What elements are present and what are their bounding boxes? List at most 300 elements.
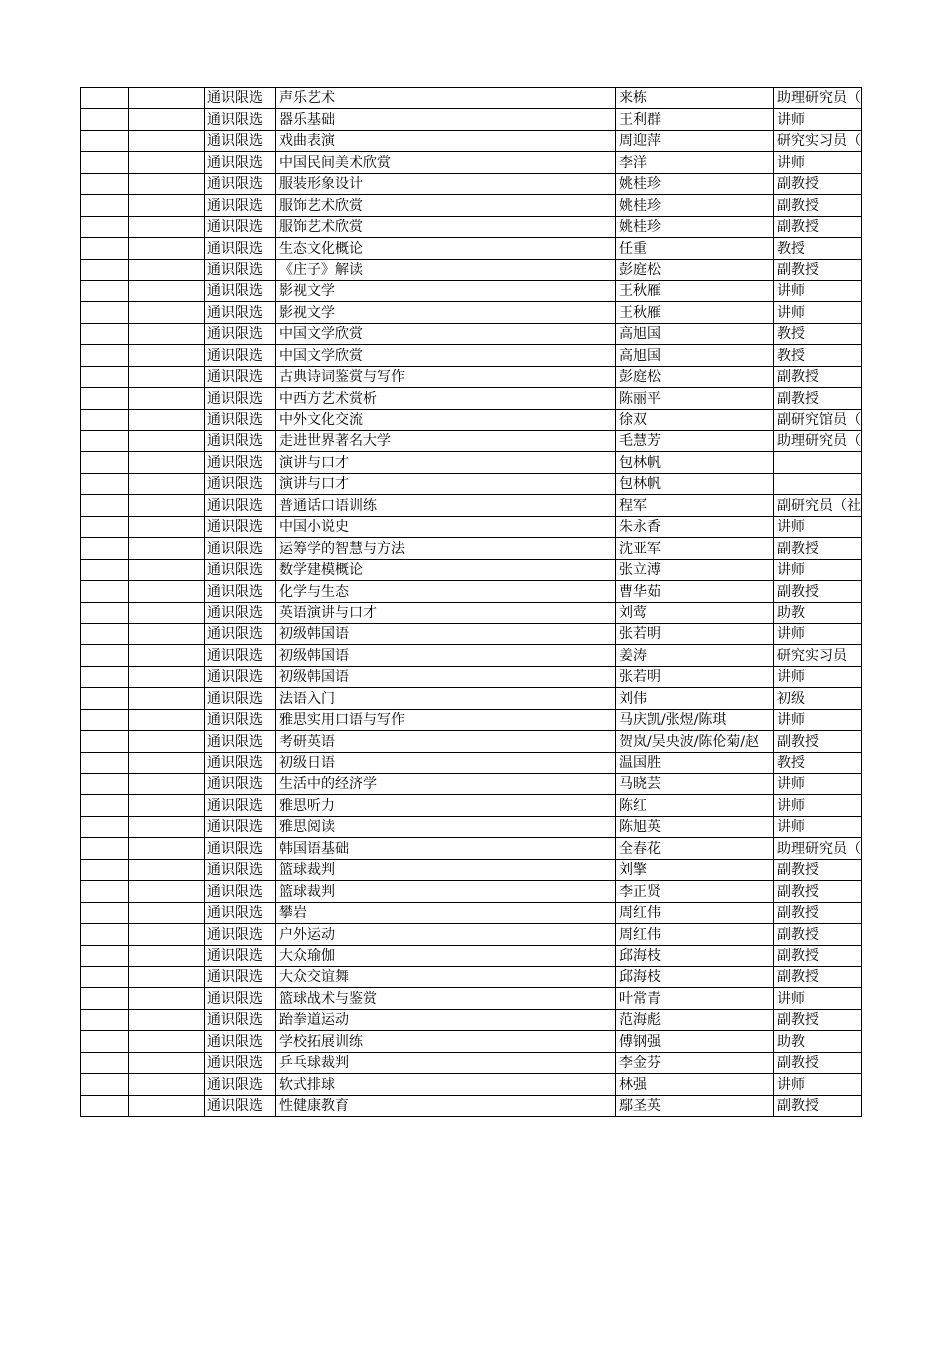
empty-cell-b[interactable] (129, 388, 205, 409)
category-cell-text: 通识限选 (207, 497, 263, 514)
category-cell[interactable] (205, 838, 276, 859)
empty-cell-a[interactable] (81, 1074, 129, 1095)
title-cell[interactable] (774, 945, 862, 966)
empty-cell-b[interactable] (129, 495, 205, 516)
title-cell[interactable] (774, 130, 862, 151)
course-name-cell[interactable] (276, 1031, 616, 1052)
empty-cell-b[interactable] (129, 581, 205, 602)
title-cell[interactable] (774, 1009, 862, 1030)
category-cell[interactable] (205, 366, 276, 387)
empty-cell-a[interactable] (81, 1031, 129, 1052)
empty-cell-b[interactable] (129, 816, 205, 837)
category-cell[interactable] (205, 623, 276, 644)
teacher-cell[interactable] (616, 195, 774, 216)
category-cell[interactable] (205, 645, 276, 666)
category-cell[interactable] (205, 323, 276, 344)
course-name-cell[interactable] (276, 130, 616, 151)
empty-cell-b[interactable] (129, 516, 205, 537)
category-cell[interactable] (205, 1052, 276, 1073)
category-cell[interactable] (205, 602, 276, 623)
empty-cell-a[interactable] (81, 366, 129, 387)
empty-cell-b[interactable] (129, 795, 205, 816)
empty-cell-b[interactable] (129, 538, 205, 559)
category-cell[interactable] (205, 666, 276, 687)
title-cell[interactable] (774, 495, 862, 516)
teacher-cell[interactable] (616, 774, 774, 795)
category-cell[interactable] (205, 152, 276, 173)
empty-cell-a[interactable] (81, 152, 129, 173)
title-cell[interactable] (774, 774, 862, 795)
teacher-cell[interactable] (616, 838, 774, 859)
title-cell-text: 副教授 (777, 369, 819, 386)
teacher-cell[interactable] (616, 666, 774, 687)
empty-cell-a[interactable] (81, 516, 129, 537)
empty-cell-a[interactable] (81, 859, 129, 880)
course-name-cell[interactable] (276, 774, 616, 795)
empty-cell-b[interactable] (129, 345, 205, 366)
teacher-cell[interactable] (616, 602, 774, 623)
course-name-cell[interactable] (276, 238, 616, 259)
empty-cell-a[interactable] (81, 1009, 129, 1030)
teacher-cell[interactable] (616, 709, 774, 730)
title-cell[interactable] (774, 795, 862, 816)
empty-cell-b[interactable] (129, 195, 205, 216)
category-cell[interactable] (205, 259, 276, 280)
category-cell[interactable] (205, 473, 276, 494)
teacher-cell[interactable] (616, 966, 774, 987)
empty-cell-b[interactable] (129, 280, 205, 301)
course-name-cell[interactable] (276, 645, 616, 666)
course-name-cell[interactable] (276, 988, 616, 1009)
course-name-cell[interactable] (276, 1009, 616, 1030)
teacher-cell[interactable] (616, 816, 774, 837)
category-cell[interactable] (205, 581, 276, 602)
title-cell[interactable] (774, 666, 862, 687)
course-name-cell[interactable] (276, 795, 616, 816)
teacher-cell[interactable] (616, 1074, 774, 1095)
teacher-cell[interactable] (616, 452, 774, 473)
title-cell[interactable] (774, 924, 862, 945)
empty-cell-b[interactable] (129, 838, 205, 859)
category-cell[interactable] (205, 988, 276, 1009)
empty-cell-a[interactable] (81, 731, 129, 752)
empty-cell-a[interactable] (81, 130, 129, 151)
teacher-cell[interactable] (616, 581, 774, 602)
teacher-cell[interactable] (616, 431, 774, 452)
empty-cell-a[interactable] (81, 559, 129, 580)
title-cell[interactable] (774, 581, 862, 602)
course-name-cell[interactable] (276, 859, 616, 880)
category-cell[interactable] (205, 431, 276, 452)
empty-cell-a[interactable] (81, 816, 129, 837)
title-cell[interactable] (774, 473, 862, 494)
category-cell[interactable] (205, 1031, 276, 1052)
empty-cell-b[interactable] (129, 966, 205, 987)
title-cell[interactable] (774, 966, 862, 987)
title-cell[interactable] (774, 323, 862, 344)
teacher-cell[interactable] (616, 109, 774, 130)
course-name-cell[interactable] (276, 409, 616, 430)
empty-cell-a[interactable] (81, 345, 129, 366)
teacher-cell[interactable] (616, 731, 774, 752)
empty-cell-a[interactable] (81, 280, 129, 301)
teacher-cell[interactable] (616, 152, 774, 173)
teacher-cell[interactable] (616, 409, 774, 430)
course-name-cell[interactable] (276, 173, 616, 194)
empty-cell-b[interactable] (129, 431, 205, 452)
course-name-cell[interactable] (276, 88, 616, 109)
empty-cell-b[interactable] (129, 88, 205, 109)
course-name-cell[interactable] (276, 323, 616, 344)
title-cell[interactable] (774, 452, 862, 473)
course-name-cell[interactable] (276, 195, 616, 216)
title-cell[interactable] (774, 838, 862, 859)
category-cell[interactable] (205, 924, 276, 945)
teacher-cell[interactable] (616, 752, 774, 773)
teacher-cell[interactable] (616, 1009, 774, 1030)
category-cell[interactable] (205, 945, 276, 966)
title-cell[interactable] (774, 388, 862, 409)
course-name-cell[interactable] (276, 881, 616, 902)
empty-cell-b[interactable] (129, 559, 205, 580)
category-cell[interactable] (205, 538, 276, 559)
empty-cell-b[interactable] (129, 1031, 205, 1052)
title-cell[interactable] (774, 752, 862, 773)
course-name-cell[interactable] (276, 752, 616, 773)
category-cell[interactable] (205, 409, 276, 430)
title-cell[interactable] (774, 345, 862, 366)
course-name-cell[interactable] (276, 945, 616, 966)
empty-cell-a[interactable] (81, 1095, 129, 1116)
title-cell[interactable] (774, 516, 862, 537)
empty-cell-a[interactable] (81, 1052, 129, 1073)
category-cell[interactable] (205, 1009, 276, 1030)
title-cell[interactable] (774, 152, 862, 173)
title-cell[interactable] (774, 902, 862, 923)
category-cell[interactable] (205, 752, 276, 773)
category-cell[interactable] (205, 795, 276, 816)
empty-cell-b[interactable] (129, 666, 205, 687)
title-cell[interactable] (774, 280, 862, 301)
teacher-cell[interactable] (616, 688, 774, 709)
course-name-cell[interactable] (276, 666, 616, 687)
category-cell-text: 通识限选 (207, 197, 263, 214)
teacher-cell[interactable] (616, 88, 774, 109)
category-cell[interactable] (205, 774, 276, 795)
category-cell[interactable] (205, 495, 276, 516)
course-name-cell[interactable] (276, 538, 616, 559)
empty-cell-a[interactable] (81, 688, 129, 709)
category-cell[interactable] (205, 559, 276, 580)
teacher-cell[interactable] (616, 366, 774, 387)
teacher-cell[interactable] (616, 259, 774, 280)
title-cell-text: 讲师 (777, 797, 805, 814)
empty-cell-b[interactable] (129, 774, 205, 795)
title-cell[interactable] (774, 688, 862, 709)
teacher-cell[interactable] (616, 1095, 774, 1116)
title-cell[interactable] (774, 88, 862, 109)
category-cell[interactable] (205, 130, 276, 151)
title-cell[interactable] (774, 602, 862, 623)
category-cell[interactable] (205, 280, 276, 301)
course-name-cell[interactable] (276, 966, 616, 987)
empty-cell-b[interactable] (129, 238, 205, 259)
title-cell[interactable] (774, 195, 862, 216)
empty-cell-a[interactable] (81, 881, 129, 902)
category-cell[interactable] (205, 516, 276, 537)
teacher-cell[interactable] (616, 473, 774, 494)
empty-cell-b[interactable] (129, 902, 205, 923)
title-cell[interactable] (774, 988, 862, 1009)
teacher-cell[interactable] (616, 1031, 774, 1052)
empty-cell-a[interactable] (81, 645, 129, 666)
empty-cell-b[interactable] (129, 1074, 205, 1095)
title-cell[interactable] (774, 366, 862, 387)
empty-cell-a[interactable] (81, 709, 129, 730)
course-name-cell[interactable] (276, 816, 616, 837)
empty-cell-b[interactable] (129, 602, 205, 623)
empty-cell-a[interactable] (81, 581, 129, 602)
empty-cell-a[interactable] (81, 666, 129, 687)
title-cell[interactable] (774, 216, 862, 237)
empty-cell-b[interactable] (129, 859, 205, 880)
empty-cell-a[interactable] (81, 924, 129, 945)
empty-cell-a[interactable] (81, 431, 129, 452)
table-row (81, 1052, 862, 1073)
course-name-cell[interactable] (276, 731, 616, 752)
course-name-cell[interactable] (276, 1074, 616, 1095)
teacher-cell[interactable] (616, 388, 774, 409)
teacher-cell[interactable] (616, 881, 774, 902)
course-name-cell[interactable] (276, 431, 616, 452)
empty-cell-b[interactable] (129, 366, 205, 387)
category-cell[interactable] (205, 109, 276, 130)
course-name-cell[interactable] (276, 452, 616, 473)
title-cell[interactable] (774, 1074, 862, 1095)
empty-cell-b[interactable] (129, 623, 205, 644)
teacher-cell[interactable] (616, 238, 774, 259)
title-cell[interactable] (774, 645, 862, 666)
empty-cell-a[interactable] (81, 495, 129, 516)
category-cell[interactable] (205, 859, 276, 880)
course-name-cell[interactable] (276, 388, 616, 409)
empty-cell-a[interactable] (81, 388, 129, 409)
table-row (81, 238, 862, 259)
category-cell[interactable] (205, 1074, 276, 1095)
teacher-cell[interactable] (616, 924, 774, 945)
course-name-cell[interactable] (276, 902, 616, 923)
course-name-cell[interactable] (276, 345, 616, 366)
teacher-cell[interactable] (616, 859, 774, 880)
title-cell[interactable] (774, 881, 862, 902)
course-name-cell[interactable] (276, 1052, 616, 1073)
empty-cell-a[interactable] (81, 238, 129, 259)
teacher-cell[interactable] (616, 559, 774, 580)
category-cell[interactable] (205, 238, 276, 259)
category-cell[interactable] (205, 731, 276, 752)
title-cell[interactable] (774, 559, 862, 580)
title-cell[interactable] (774, 816, 862, 837)
category-cell[interactable] (205, 216, 276, 237)
empty-cell-b[interactable] (129, 1095, 205, 1116)
empty-cell-b[interactable] (129, 709, 205, 730)
category-cell[interactable] (205, 881, 276, 902)
title-cell[interactable] (774, 1095, 862, 1116)
title-cell[interactable] (774, 302, 862, 323)
title-cell[interactable] (774, 731, 862, 752)
course-name-cell[interactable] (276, 559, 616, 580)
empty-cell-a[interactable] (81, 988, 129, 1009)
empty-cell-a[interactable] (81, 752, 129, 773)
course-name-cell[interactable] (276, 259, 616, 280)
empty-cell-b[interactable] (129, 881, 205, 902)
category-cell[interactable] (205, 345, 276, 366)
course-name-cell[interactable] (276, 581, 616, 602)
title-cell[interactable] (774, 238, 862, 259)
empty-cell-a[interactable] (81, 945, 129, 966)
teacher-cell[interactable] (616, 302, 774, 323)
title-cell[interactable] (774, 859, 862, 880)
teacher-cell[interactable] (616, 173, 774, 194)
category-cell[interactable] (205, 966, 276, 987)
empty-cell-b[interactable] (129, 409, 205, 430)
empty-cell-b[interactable] (129, 924, 205, 945)
empty-cell-a[interactable] (81, 173, 129, 194)
empty-cell-a[interactable] (81, 902, 129, 923)
title-cell[interactable] (774, 173, 862, 194)
course-name-cell[interactable] (276, 709, 616, 730)
title-cell[interactable] (774, 623, 862, 644)
empty-cell-a[interactable] (81, 323, 129, 344)
empty-cell-b[interactable] (129, 473, 205, 494)
empty-cell-b[interactable] (129, 452, 205, 473)
empty-cell-a[interactable] (81, 216, 129, 237)
title-cell[interactable] (774, 259, 862, 280)
empty-cell-b[interactable] (129, 1052, 205, 1073)
empty-cell-a[interactable] (81, 774, 129, 795)
title-cell-text: 讲师 (777, 283, 805, 300)
empty-cell-a[interactable] (81, 473, 129, 494)
course-name-cell[interactable] (276, 152, 616, 173)
course-name-cell[interactable] (276, 216, 616, 237)
teacher-cell[interactable] (616, 645, 774, 666)
empty-cell-b[interactable] (129, 688, 205, 709)
teacher-cell[interactable] (616, 516, 774, 537)
empty-cell-a[interactable] (81, 538, 129, 559)
category-cell[interactable] (205, 816, 276, 837)
teacher-cell[interactable] (616, 945, 774, 966)
empty-cell-b[interactable] (129, 109, 205, 130)
empty-cell-b[interactable] (129, 752, 205, 773)
category-cell[interactable] (205, 388, 276, 409)
teacher-cell[interactable] (616, 1052, 774, 1073)
empty-cell-b[interactable] (129, 945, 205, 966)
empty-cell-a[interactable] (81, 259, 129, 280)
table-row (81, 88, 862, 109)
empty-cell-a[interactable] (81, 795, 129, 816)
title-cell[interactable] (774, 109, 862, 130)
empty-cell-b[interactable] (129, 302, 205, 323)
empty-cell-a[interactable] (81, 195, 129, 216)
teacher-cell[interactable] (616, 988, 774, 1009)
teacher-cell-text: 毛慧芳 (619, 433, 661, 450)
title-cell[interactable] (774, 538, 862, 559)
teacher-cell[interactable] (616, 130, 774, 151)
course-name-cell[interactable] (276, 473, 616, 494)
title-cell[interactable] (774, 709, 862, 730)
category-cell[interactable] (205, 452, 276, 473)
teacher-cell[interactable] (616, 795, 774, 816)
teacher-cell[interactable] (616, 216, 774, 237)
course-name-cell[interactable] (276, 623, 616, 644)
empty-cell-a[interactable] (81, 602, 129, 623)
empty-cell-b[interactable] (129, 216, 205, 237)
course-name-cell[interactable] (276, 924, 616, 945)
course-name-cell[interactable] (276, 1095, 616, 1116)
category-cell-text: 通识限选 (207, 819, 263, 836)
category-cell[interactable] (205, 195, 276, 216)
empty-cell-a[interactable] (81, 88, 129, 109)
course-name-cell[interactable] (276, 838, 616, 859)
teacher-cell[interactable] (616, 323, 774, 344)
teacher-cell[interactable] (616, 623, 774, 644)
category-cell[interactable] (205, 709, 276, 730)
teacher-cell[interactable] (616, 902, 774, 923)
empty-cell-a[interactable] (81, 838, 129, 859)
title-cell[interactable] (774, 1031, 862, 1052)
empty-cell-a[interactable] (81, 409, 129, 430)
empty-cell-b[interactable] (129, 731, 205, 752)
empty-cell-a[interactable] (81, 966, 129, 987)
course-name-cell[interactable] (276, 109, 616, 130)
empty-cell-a[interactable] (81, 452, 129, 473)
empty-cell-b[interactable] (129, 988, 205, 1009)
teacher-cell[interactable] (616, 345, 774, 366)
teacher-cell-text: 傅钢强 (619, 1033, 661, 1050)
course-name-cell[interactable] (276, 366, 616, 387)
title-cell[interactable] (774, 1052, 862, 1073)
empty-cell-b[interactable] (129, 645, 205, 666)
course-name-cell[interactable] (276, 602, 616, 623)
empty-cell-a[interactable] (81, 109, 129, 130)
empty-cell-a[interactable] (81, 302, 129, 323)
empty-cell-b[interactable] (129, 152, 205, 173)
empty-cell-b[interactable] (129, 323, 205, 344)
empty-cell-b[interactable] (129, 173, 205, 194)
course-name-cell[interactable] (276, 495, 616, 516)
empty-cell-b[interactable] (129, 1009, 205, 1030)
category-cell[interactable] (205, 88, 276, 109)
category-cell[interactable] (205, 302, 276, 323)
teacher-cell[interactable] (616, 280, 774, 301)
course-name-cell-text: 数学建模概论 (279, 562, 363, 579)
empty-cell-a[interactable] (81, 623, 129, 644)
category-cell[interactable] (205, 1095, 276, 1116)
course-name-cell[interactable] (276, 688, 616, 709)
empty-cell-b[interactable] (129, 130, 205, 151)
teacher-cell[interactable] (616, 495, 774, 516)
category-cell[interactable] (205, 173, 276, 194)
course-name-cell[interactable] (276, 516, 616, 537)
course-name-cell[interactable] (276, 302, 616, 323)
teacher-cell[interactable] (616, 538, 774, 559)
title-cell[interactable] (774, 431, 862, 452)
course-name-cell[interactable] (276, 280, 616, 301)
category-cell[interactable] (205, 902, 276, 923)
category-cell[interactable] (205, 688, 276, 709)
title-cell[interactable] (774, 409, 862, 430)
empty-cell-b[interactable] (129, 259, 205, 280)
